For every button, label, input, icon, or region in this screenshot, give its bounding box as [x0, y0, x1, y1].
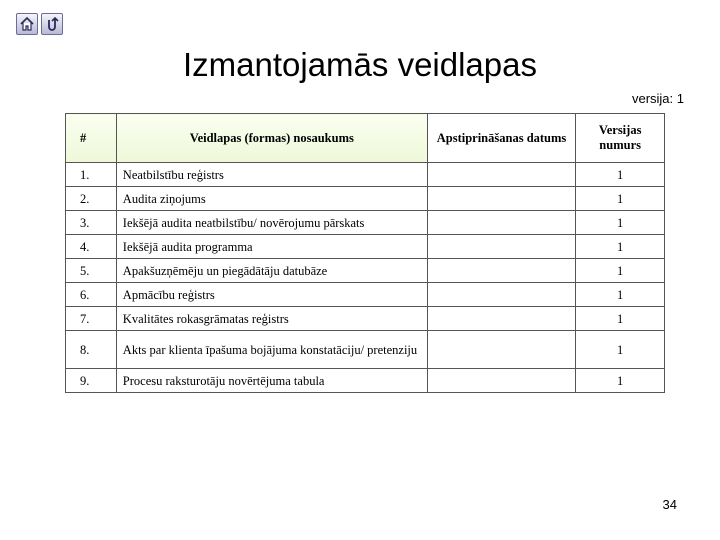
page-title: Izmantojamās veidlapas [182, 46, 537, 83]
forms-table [65, 113, 665, 393]
table-row [66, 307, 665, 331]
row-version: 1 [576, 211, 665, 235]
table-header-row [66, 114, 665, 163]
row-name: Iekšējā audita neatbilstību/ novērojumu pārskats [116, 211, 427, 235]
row-name: Procesu raksturotāju novērtējuma tabula [116, 369, 427, 393]
row-num: 5. [66, 259, 117, 283]
header-name: Veidlapas (formas) nosaukums [116, 114, 427, 163]
header-version: Versijas numurs [576, 114, 665, 163]
row-version: 1 [576, 259, 665, 283]
row-name: Iekšējā audita programma [116, 235, 427, 259]
return-button[interactable] [41, 13, 63, 35]
home-icon [19, 16, 35, 32]
row-date [427, 211, 576, 235]
row-version: 1 [576, 331, 665, 369]
row-num: 3. [66, 211, 117, 235]
header-date: Apstiprināšanas datums [427, 114, 576, 163]
row-num: 1. [66, 163, 117, 187]
row-date [427, 307, 576, 331]
row-name: Apmācību reģistrs [116, 283, 427, 307]
row-date [427, 331, 576, 369]
row-name: Kvalitātes rokasgrāmatas reģistrs [116, 307, 427, 331]
version-label: versija: 1 [631, 91, 684, 106]
row-version: 1 [576, 187, 665, 211]
row-version: 1 [576, 283, 665, 307]
return-icon [44, 16, 60, 32]
row-date [427, 259, 576, 283]
row-name: Audita ziņojums [116, 187, 427, 211]
row-date [427, 369, 576, 393]
row-version: 1 [576, 307, 665, 331]
table-row [66, 163, 665, 187]
row-num: 8. [66, 331, 117, 369]
table-row [66, 283, 665, 307]
row-name: Neatbilstību reģistrs [116, 163, 427, 187]
row-version: 1 [576, 163, 665, 187]
table-row [66, 187, 665, 211]
row-num: 7. [66, 307, 117, 331]
row-date [427, 235, 576, 259]
table-row [66, 369, 665, 393]
table-row [66, 331, 665, 369]
row-version: 1 [576, 235, 665, 259]
table-row [66, 211, 665, 235]
table-row [66, 235, 665, 259]
row-num: 9. [66, 369, 117, 393]
header-num: # [66, 114, 117, 163]
row-date [427, 163, 576, 187]
row-date [427, 283, 576, 307]
row-date [427, 187, 576, 211]
row-name: Apakšuzņēmēju un piegādātāju datubāze [116, 259, 427, 283]
row-num: 6. [66, 283, 117, 307]
row-version: 1 [576, 369, 665, 393]
row-name: Akts par klienta īpašuma bojājuma konstatāciju/ pretenziju [116, 331, 427, 369]
row-num: 2. [66, 187, 117, 211]
home-button[interactable] [16, 13, 38, 35]
page-number: 34 [662, 497, 677, 512]
row-num: 4. [66, 235, 117, 259]
table-row [66, 259, 665, 283]
